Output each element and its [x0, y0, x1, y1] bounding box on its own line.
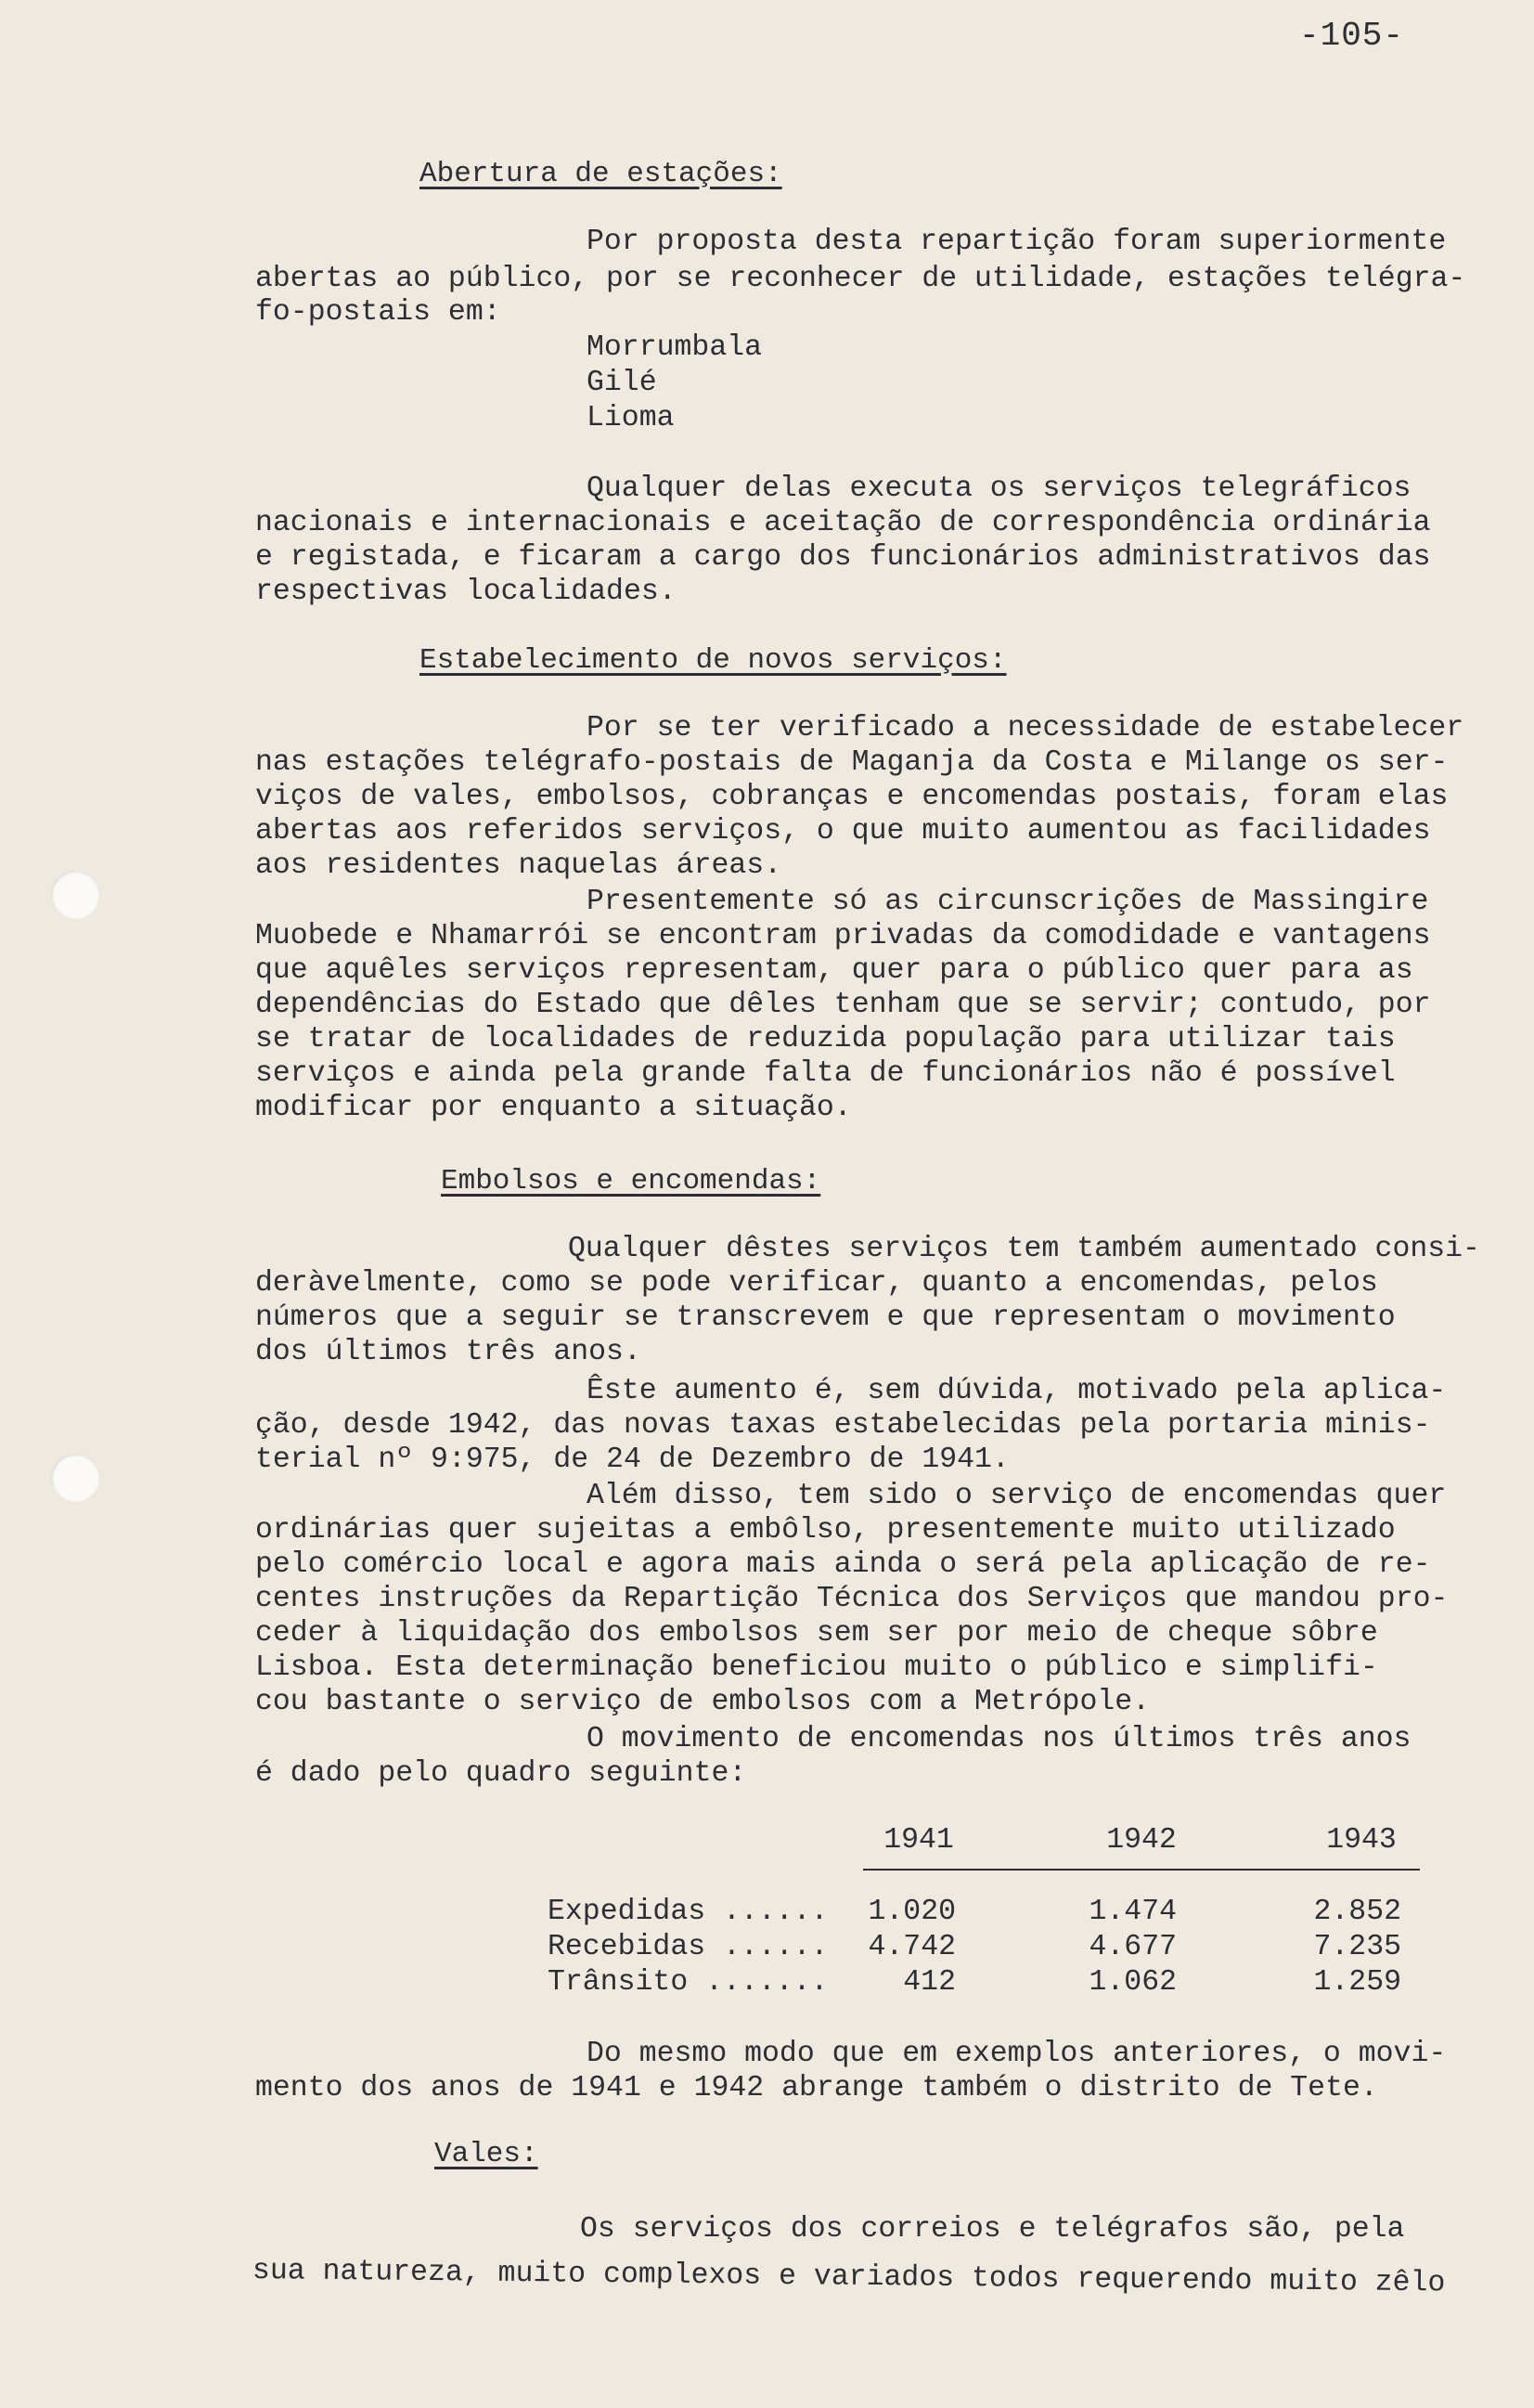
- text-line: abertas aos referidos serviços, o que muito aumentou as facilidades: [255, 815, 1431, 848]
- text-line: Qualquer dêstes serviços tem também aumentado consi-: [568, 1233, 1480, 1265]
- cell-value: 1.474: [1089, 1896, 1177, 1928]
- year-header-1943: 1943: [1326, 1824, 1397, 1857]
- text-line: Êste aumento é, sem dúvida, motivado pela aplica-: [587, 1375, 1447, 1407]
- year-header-1941: 1941: [883, 1824, 954, 1857]
- text-line: é dado pelo quadro seguinte:: [255, 1757, 747, 1790]
- cell-value: 1.062: [1089, 1966, 1177, 1999]
- text-line: se tratar de localidades de reduzida população para utilizar tais: [255, 1023, 1396, 1055]
- text-line: respectivas localidades.: [255, 576, 677, 608]
- text-line: Muobede e Nhamarrói se encontram privadas da comodidade e vantagens: [255, 920, 1431, 952]
- text-line: Por se ter verificado a necessidade de estabelecer: [587, 712, 1464, 744]
- text-line: Os serviços dos correios e telégrafos são, pela: [580, 2213, 1405, 2246]
- text-line: serviços e ainda pela grande falta de funcionários não é possível: [255, 1057, 1396, 1090]
- text-line: que aquêles serviços representam, quer para o público quer para as: [255, 954, 1413, 987]
- text-line: sua natureza, muito complexos e variados todos requerendo muito zêlo: [251, 2255, 1446, 2300]
- page-number: -105-: [1299, 17, 1405, 55]
- cell-value: 412: [903, 1966, 956, 1999]
- cell-value: 1.259: [1313, 1966, 1401, 1999]
- table-header-rule: [863, 1869, 1420, 1871]
- text-line: fo-postais em:: [255, 296, 501, 329]
- text-line: ordinárias quer sujeitas a embôlso, presentemente muito utilizado: [255, 1514, 1396, 1547]
- row-label-expedidas: Expedidas ......: [548, 1896, 829, 1928]
- text-line: dependências do Estado que dêles tenham que se servir; contudo, por: [255, 989, 1431, 1021]
- text-line: centes instruções da Repartição Técnica dos Serviços que mandou pro-: [255, 1583, 1449, 1615]
- text-line: nacionais e internacionais e aceitação de correspondência ordinária: [255, 507, 1431, 539]
- cell-value: 7.235: [1313, 1931, 1401, 1963]
- text-line: Além disso, tem sido o serviço de encomendas quer: [587, 1480, 1447, 1512]
- year-header-1942: 1942: [1106, 1824, 1177, 1857]
- text-line: Por proposta desta repartição foram superiormente: [587, 226, 1447, 258]
- cell-value: 2.852: [1313, 1896, 1401, 1928]
- place-name: Lioma: [587, 402, 675, 434]
- row-label-recebidas: Recebidas ......: [548, 1931, 829, 1963]
- text-line: aos residentes naquelas áreas.: [255, 849, 782, 882]
- punch-hole: [51, 1454, 99, 1502]
- section-heading-estabelecimento: Estabelecimento de novos serviços:: [419, 644, 1007, 677]
- text-line: pelo comércio local e agora mais ainda o será pela aplicação de re-: [255, 1548, 1431, 1581]
- section-heading-vales: Vales:: [434, 2138, 538, 2170]
- text-line: abertas ao público, por se reconhecer de utilidade, estações telégra-: [255, 263, 1466, 295]
- text-line: terial nº 9:975, de 24 de Dezembro de 1941.: [255, 1444, 1010, 1476]
- text-line: ção, desde 1942, das novas taxas estabelecidas pela portaria minis-: [255, 1409, 1431, 1442]
- text-line: mento dos anos de 1941 e 1942 abrange também o distrito de Tete.: [255, 2072, 1378, 2104]
- text-line: viços de vales, embolsos, cobranças e encomendas postais, foram elas: [255, 781, 1449, 813]
- section-heading-embolsos: Embolsos e encomendas:: [441, 1165, 821, 1198]
- text-line: cou bastante o serviço de embolsos com a Metrópole.: [255, 1686, 1151, 1718]
- place-name: Gilé: [587, 367, 657, 399]
- section-heading-abertura: Abertura de estações:: [419, 158, 782, 190]
- text-line: ceder à liquidação dos embolsos sem ser por meio de cheque sôbre: [255, 1617, 1378, 1650]
- text-line: modificar por enquanto a situação.: [255, 1092, 852, 1124]
- text-line: e registada, e ficaram a cargo dos funcionários administrativos das: [255, 541, 1431, 574]
- place-name: Morrumbala: [587, 331, 763, 364]
- text-line: Lisboa. Esta determinação beneficiou muito o público e simplifi-: [255, 1651, 1378, 1684]
- cell-value: 1.020: [868, 1896, 956, 1928]
- row-label-transito: Trânsito .......: [548, 1966, 829, 1999]
- text-line: Presentemente só as circunscrições de Massingire: [587, 886, 1429, 918]
- text-line: nas estações telégrafo-postais de Maganja da Costa e Milange os ser-: [255, 746, 1449, 779]
- text-line: dos últimos três anos.: [255, 1336, 641, 1368]
- cell-value: 4.742: [868, 1931, 956, 1963]
- text-line: números que a seguir se transcrevem e que representam o movimento: [255, 1301, 1396, 1334]
- punch-hole: [51, 871, 99, 919]
- cell-value: 4.677: [1089, 1931, 1177, 1963]
- text-line: Do mesmo modo que em exemplos anteriores, o movi-: [587, 2038, 1447, 2070]
- text-line: O movimento de encomendas nos últimos três anos: [587, 1723, 1412, 1755]
- text-line: Qualquer delas executa os serviços telegráficos: [587, 473, 1412, 505]
- text-line: deràvelmente, como se pode verificar, quanto a encomendas, pelos: [255, 1267, 1378, 1300]
